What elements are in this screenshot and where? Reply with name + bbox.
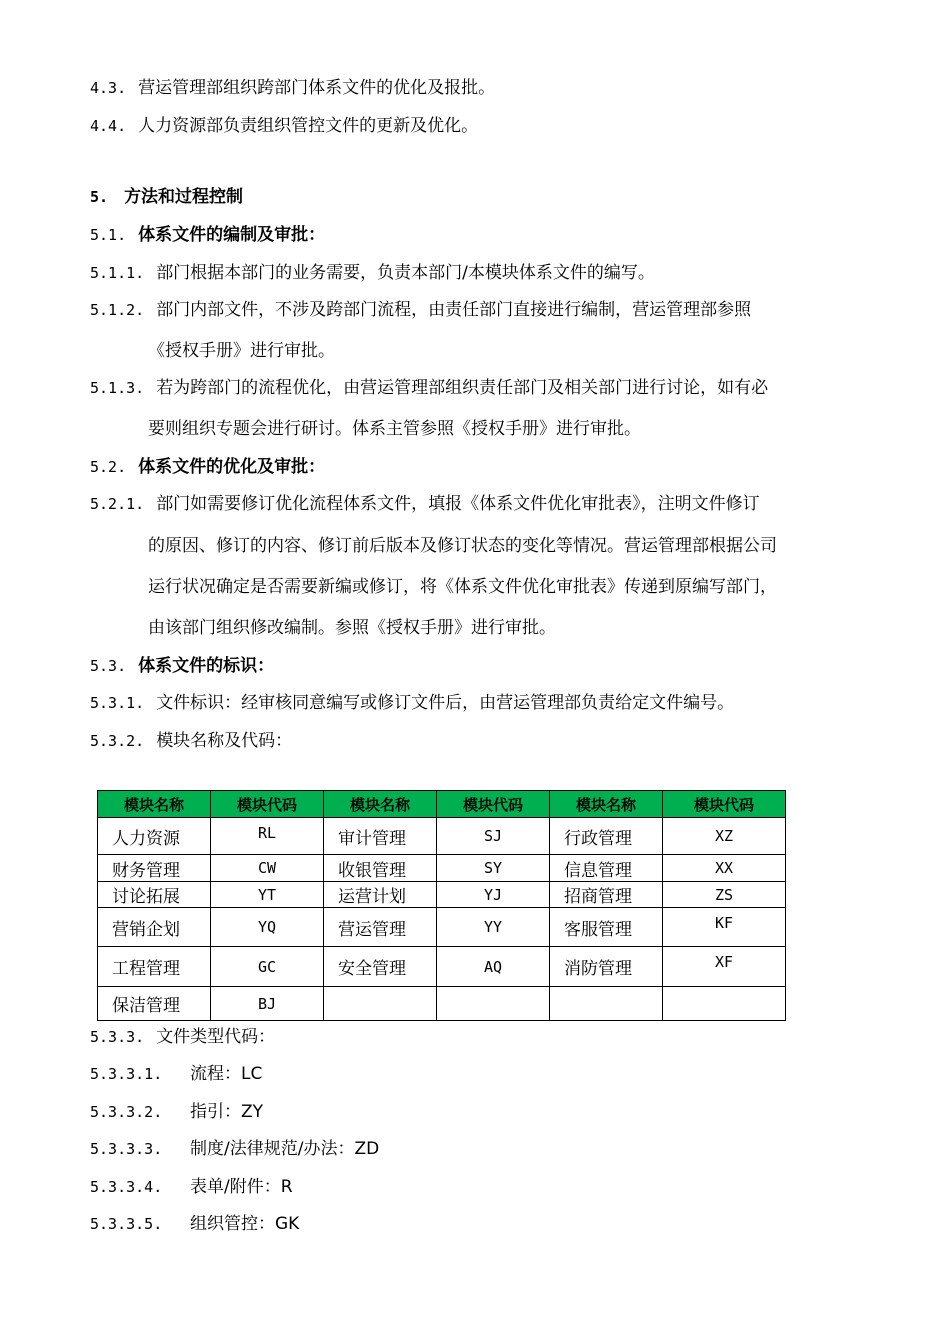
table-row bbox=[98, 908, 786, 947]
table-row bbox=[98, 947, 786, 987]
table-cell: SJ bbox=[437, 818, 550, 855]
table-header-cell: 模块代码 bbox=[437, 791, 550, 818]
table-header-cell: 模块名称 bbox=[550, 791, 663, 818]
item-4-4 bbox=[90, 115, 478, 137]
table-header-cell: 模块代码 bbox=[211, 791, 324, 818]
table-cell: AQ bbox=[437, 947, 550, 987]
section-title: 方法和过程控制 bbox=[124, 187, 244, 207]
item-5-3-3 bbox=[90, 1026, 275, 1048]
table-cell: 运营计划 bbox=[324, 882, 437, 908]
table-row bbox=[98, 882, 786, 908]
table-header-row bbox=[98, 791, 786, 818]
table-cell: ZS bbox=[663, 882, 786, 908]
section-number: 5. bbox=[90, 188, 109, 206]
item-text: 文件标识：经审核同意编写或修订文件后，由营运管理部负责给定文件编号。 bbox=[156, 693, 735, 713]
table-cell: KF bbox=[663, 908, 786, 947]
item-text: 部门如需要修订优化流程体系文件，填报《体系文件优化审批表》，注明文件修订 bbox=[156, 494, 760, 514]
section-title: 体系文件的编制及审批： bbox=[138, 225, 326, 245]
table-cell bbox=[437, 987, 550, 1021]
item-number: 5.3.1. bbox=[90, 694, 145, 712]
item-number: 4.3. bbox=[90, 79, 127, 97]
item-number: 5.3.3.2. bbox=[90, 1103, 163, 1121]
section-number: 5.2. bbox=[90, 458, 127, 476]
table-cell: SY bbox=[437, 855, 550, 882]
table-header-cell: 模块名称 bbox=[324, 791, 437, 818]
item-text: 表单/附件：R bbox=[190, 1177, 293, 1197]
section-title: 体系文件的标识： bbox=[138, 656, 275, 676]
item-number: 5.2.1. bbox=[90, 495, 145, 513]
table-cell: 客服管理 bbox=[550, 908, 663, 947]
item-text: 指引：ZY bbox=[190, 1102, 264, 1122]
table-cell: 审计管理 bbox=[324, 818, 437, 855]
section-title: 体系文件的优化及审批： bbox=[138, 457, 326, 477]
table-cell bbox=[550, 987, 663, 1021]
item-text: 流程：LC bbox=[190, 1064, 263, 1084]
section-5-heading bbox=[90, 186, 243, 208]
table-cell: 人力资源 bbox=[98, 818, 211, 855]
table-header-cell: 模块代码 bbox=[663, 791, 786, 818]
table-header-cell: 模块名称 bbox=[98, 791, 211, 818]
item-number: 5.3.2. bbox=[90, 732, 145, 750]
table-cell: YT bbox=[211, 882, 324, 908]
item-number: 5.3.3.4. bbox=[90, 1178, 163, 1196]
item-5-2-1-continuation: 由该部门组织修改编制。参照《授权手册》进行审批。 bbox=[148, 618, 556, 638]
table-cell: XZ bbox=[663, 818, 786, 855]
item-text: 营运管理部组织跨部门体系文件的优化及报批。 bbox=[138, 78, 496, 98]
item-5-1-2-continuation: 《授权手册》进行审批。 bbox=[148, 341, 335, 361]
table-cell bbox=[324, 987, 437, 1021]
item-number: 5.1.3. bbox=[90, 379, 145, 397]
table-cell: 工程管理 bbox=[98, 947, 211, 987]
table-cell: XX bbox=[663, 855, 786, 882]
module-code-table bbox=[97, 790, 786, 1021]
table-cell: XF bbox=[663, 947, 786, 987]
item-text: 文件类型代码： bbox=[156, 1027, 276, 1047]
item-text: 模块名称及代码： bbox=[156, 731, 293, 751]
item-5-1-3-continuation: 要则组织专题会进行研讨。体系主管参照《授权手册》进行审批。 bbox=[148, 419, 641, 439]
type-code-item bbox=[90, 1138, 379, 1160]
item-number: 5.1.2. bbox=[90, 301, 145, 319]
item-4-3 bbox=[90, 77, 495, 99]
item-text: 部门内部文件，不涉及跨部门流程，由责任部门直接进行编制，营运管理部参照 bbox=[156, 300, 752, 320]
table-cell: 讨论拓展 bbox=[98, 882, 211, 908]
section-5-1-heading bbox=[90, 224, 325, 246]
item-text: 制度/法律规范/办法：ZD bbox=[190, 1139, 380, 1159]
table-cell: 招商管理 bbox=[550, 882, 663, 908]
item-5-2-1-continuation: 运行状况确定是否需要新编或修订，将《体系文件优化审批表》传递到原编写部门， bbox=[148, 577, 777, 597]
type-code-item bbox=[90, 1063, 262, 1085]
type-code-item bbox=[90, 1213, 299, 1235]
table-cell: 收银管理 bbox=[324, 855, 437, 882]
item-number: 5.3.3.5. bbox=[90, 1215, 163, 1233]
table-row bbox=[98, 987, 786, 1021]
section-5-2-heading bbox=[90, 456, 325, 478]
item-text: 人力资源部负责组织管控文件的更新及优化。 bbox=[138, 116, 479, 136]
item-5-3-2 bbox=[90, 730, 292, 752]
item-5-1-3 bbox=[90, 377, 768, 399]
table-row bbox=[98, 855, 786, 882]
table-cell bbox=[663, 987, 786, 1021]
table-cell: YJ bbox=[437, 882, 550, 908]
table-cell: 营运管理 bbox=[324, 908, 437, 947]
type-code-item bbox=[90, 1101, 263, 1123]
item-number: 4.4. bbox=[90, 117, 127, 135]
item-5-2-1-continuation: 的原因、修订的内容、修订前后版本及修订状态的变化等情况。营运管理部根据公司 bbox=[148, 536, 777, 556]
item-5-1-1 bbox=[90, 262, 655, 284]
item-text: 若为跨部门的流程优化，由营运管理部组织责任部门及相关部门进行讨论，如有必 bbox=[156, 378, 769, 398]
item-number: 5.3.3.1. bbox=[90, 1065, 163, 1083]
table-cell: 消防管理 bbox=[550, 947, 663, 987]
table-cell: 营销企划 bbox=[98, 908, 211, 947]
table-cell: BJ bbox=[211, 987, 324, 1021]
table-cell: CW bbox=[211, 855, 324, 882]
item-5-3-1 bbox=[90, 692, 734, 714]
item-number: 5.1.1. bbox=[90, 264, 145, 282]
table-cell: 保洁管理 bbox=[98, 987, 211, 1021]
section-5-3-heading bbox=[90, 655, 274, 677]
table-cell: GC bbox=[211, 947, 324, 987]
section-number: 5.3. bbox=[90, 657, 127, 675]
table-cell: 信息管理 bbox=[550, 855, 663, 882]
table-cell: YY bbox=[437, 908, 550, 947]
item-5-1-2 bbox=[90, 299, 751, 321]
table-cell: 行政管理 bbox=[550, 818, 663, 855]
section-number: 5.1. bbox=[90, 226, 127, 244]
type-code-item bbox=[90, 1176, 293, 1198]
item-text: 组织管控：GK bbox=[190, 1214, 300, 1234]
table-cell: RL bbox=[211, 818, 324, 855]
item-5-2-1 bbox=[90, 493, 760, 515]
item-text: 部门根据本部门的业务需要，负责本部门/本模块体系文件的编写。 bbox=[156, 263, 655, 283]
table-cell: 财务管理 bbox=[98, 855, 211, 882]
table-cell: 安全管理 bbox=[324, 947, 437, 987]
table-cell: YQ bbox=[211, 908, 324, 947]
item-number: 5.3.3. bbox=[90, 1028, 145, 1046]
table-row bbox=[98, 818, 786, 855]
item-number: 5.3.3.3. bbox=[90, 1140, 163, 1158]
